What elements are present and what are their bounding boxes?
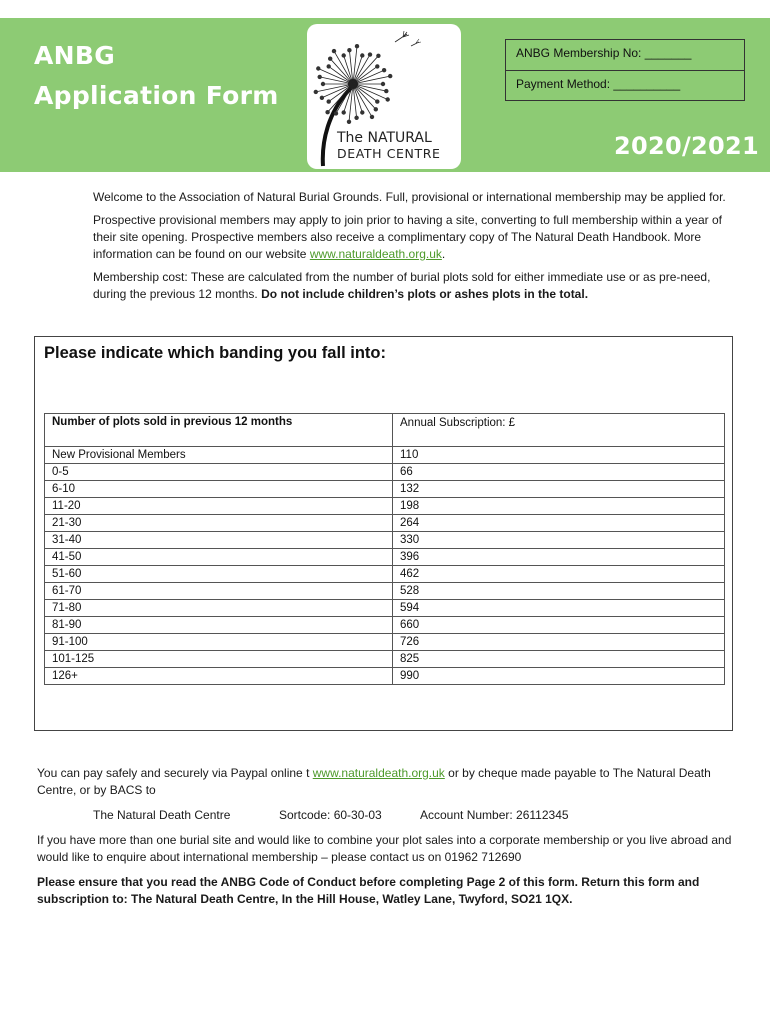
bank-sortcode: Sortcode: 60-30-03	[279, 808, 382, 822]
band-cell: 0-5	[45, 464, 393, 481]
table-row	[45, 515, 725, 532]
band-cell: 21-30	[45, 515, 393, 532]
band-cell: 81-90	[45, 617, 393, 634]
fee-cell: 462	[393, 566, 725, 583]
fee-cell: 264	[393, 515, 725, 532]
banding-table	[44, 413, 725, 685]
form-year: 2020/2021	[614, 132, 760, 160]
table-row	[45, 447, 725, 464]
fee-cell: 110	[393, 447, 725, 464]
payment-paragraph-2: If you have more than one burial site and would like to combine your plot sales into a corporate membership or you live abroad and would like to enquire about international membership – please contact us on 01962 712690	[37, 833, 732, 864]
table-row	[45, 634, 725, 651]
table-row	[45, 668, 725, 685]
title-line-2: Application Form	[34, 81, 279, 110]
payment-section	[37, 765, 737, 916]
membership-no-field[interactable]: ANBG Membership No: _______	[516, 46, 692, 60]
logo-text-line-2: DEATH CENTRE	[337, 146, 441, 161]
intro-paragraph-3: Membership cost: These are calculated from the number of burial plots sold for either immediate use or as pre-need, during the previous 12 months. Do not include children’s plots or ashes plots in the total.	[93, 270, 711, 301]
table-row	[45, 583, 725, 600]
band-cell: 31-40	[45, 532, 393, 549]
band-cell: 61-70	[45, 583, 393, 600]
band-cell: 41-50	[45, 549, 393, 566]
bank-account-name: The Natural Death Centre	[93, 808, 231, 822]
payment-paragraph-1: You can pay safely and securely via Paypal online t www.naturaldeath.org.uk or by cheque made payable to The Natural Death Centre, or by BACS to	[37, 766, 711, 797]
form-title	[34, 36, 279, 116]
table-row	[45, 498, 725, 515]
band-cell: 71-80	[45, 600, 393, 617]
bank-account-number: Account Number: 26112345	[420, 808, 569, 822]
bank-details	[37, 807, 737, 824]
membership-info-box	[505, 39, 745, 101]
payment-method-field[interactable]: Payment Method: __________	[506, 70, 744, 99]
banding-heading: Please indicate which banding you fall into:	[44, 344, 386, 362]
natural-death-centre-logo	[307, 24, 461, 169]
fee-cell: 330	[393, 532, 725, 549]
fee-cell: 198	[393, 498, 725, 515]
col-header-subscription: Annual Subscription: £	[393, 414, 725, 447]
table-row	[45, 532, 725, 549]
table-header-row	[45, 414, 725, 447]
intro-section	[93, 189, 738, 309]
table-row	[45, 617, 725, 634]
band-cell: 91-100	[45, 634, 393, 651]
band-cell: 101-125	[45, 651, 393, 668]
table-row	[45, 600, 725, 617]
band-cell: 6-10	[45, 481, 393, 498]
band-cell: 11-20	[45, 498, 393, 515]
fee-cell: 66	[393, 464, 725, 481]
table-row	[45, 651, 725, 668]
fee-cell: 132	[393, 481, 725, 498]
table-row	[45, 481, 725, 498]
website-link[interactable]: www.naturaldeath.org.uk	[309, 247, 442, 261]
table-row	[45, 464, 725, 481]
banding-section	[34, 336, 733, 731]
fee-cell: 594	[393, 600, 725, 617]
logo-text	[337, 131, 457, 161]
col-header-plots: Number of plots sold in previous 12 months	[45, 414, 393, 447]
fee-cell: 528	[393, 583, 725, 600]
band-cell: New Provisional Members	[45, 447, 393, 464]
band-cell: 51-60	[45, 566, 393, 583]
intro-paragraph-2: Prospective provisional members may apply to join prior to having a site, converting to full membership within a year of their site opening. Prospective members also receive a complimentary copy of The Natural Death Handbook. More information can be found on our website www.naturaldeath.org.uk.	[93, 213, 722, 261]
fee-cell: 396	[393, 549, 725, 566]
paypal-link[interactable]: www.naturaldeath.org.uk	[312, 766, 445, 780]
fee-cell: 825	[393, 651, 725, 668]
return-instructions: Please ensure that you read the ANBG Code of Conduct before completing Page 2 of this form. Return this form and subscription to: The Natural Death Centre, In the Hill House, Watley Lane, Twyford, SO21 1QX.	[37, 875, 700, 906]
band-cell: 126+	[45, 668, 393, 685]
fee-cell: 660	[393, 617, 725, 634]
logo-text-line-1: The NATURAL	[337, 130, 432, 146]
fee-cell: 726	[393, 634, 725, 651]
table-row	[45, 549, 725, 566]
title-line-1: ANBG	[34, 41, 116, 70]
intro-paragraph-1: Welcome to the Association of Natural Burial Grounds. Full, provisional or international membership may be applied for.	[93, 190, 726, 204]
fee-cell: 990	[393, 668, 725, 685]
table-row	[45, 566, 725, 583]
